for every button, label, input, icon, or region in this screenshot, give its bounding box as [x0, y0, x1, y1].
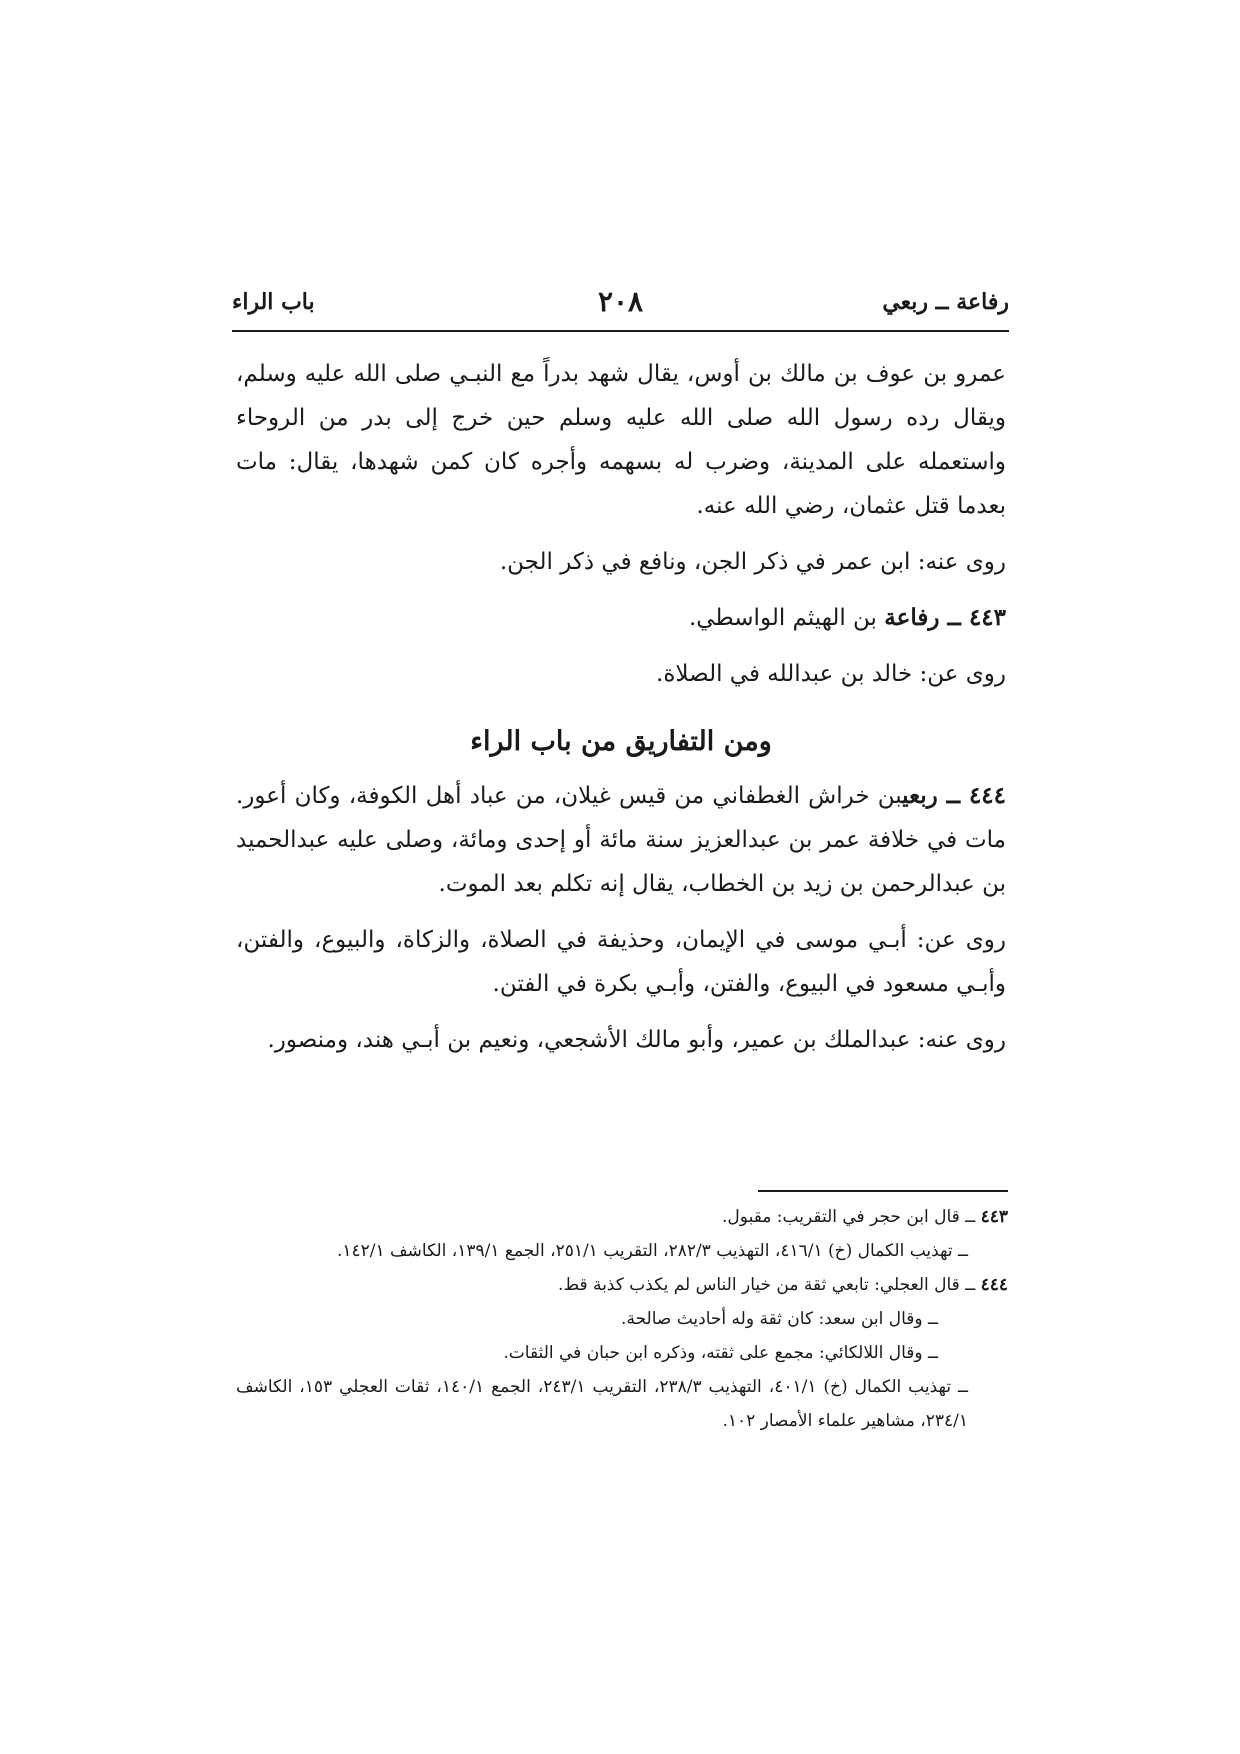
entry-442-continuation: عمرو بن عوف بن مالك بن أوس، يقال شهد بدراً مع النبـي صلى الله عليه وسلم، ويقال رده رسول الله صلى الله عليه وسلم حين خرج إلى بدر من الروحاء واستعمله على المدينة، وضرب له بسهمه وأجره كان كمن شهدها، يقال: مات بعدما قتل عثمان، رضي الله عنه. [236, 361, 1006, 519]
entry-443-heading [236, 596, 1006, 640]
footnote-444-line-1 [236, 1268, 1008, 1302]
footnote-444-text-1: قال العجلي: تابعي ثقة من خيار الناس لم يكذب كذبة قط. [557, 1275, 960, 1295]
footnote-443-line-2: ــ تهذيب الكمال (خ) ٤١٦/١، التهذيب ٢٨٢/٣، التقريب ٢٥١/١، الجمع ١٣٩/١، الكاشف ١٤٢/١. [336, 1241, 968, 1261]
entry-443-dash: ــ [939, 604, 969, 631]
entry-444-name: ربعي [902, 782, 938, 809]
footnote-444 [236, 1268, 1008, 1438]
footnote-443-dash: ــ [959, 1207, 981, 1227]
footnote-444-line-4: ــ تهذيب الكمال (خ) ٤٠١/١، التهذيب ٢٣٨/٣، التقريب ٢٤٣/١، الجمع ١٤٠/١، ثقات العجلي ١٥٣، الكاشف ٢٣٤/١، مشاهير علماء الأمصار ١٠٢. [236, 1377, 969, 1431]
footnote-divider [758, 1190, 1008, 1192]
footnote-444-line-2: ــ وقال ابن سعد: كان ثقة وله أحاديث صالحة. [621, 1309, 938, 1329]
entry-444-narrators: روى عنه: عبدالملك بن عمير، وأبو مالك الأشجعي، ونعيم بن أبـي هند، ومنصور. [267, 1027, 1006, 1053]
entry-444-biography: بن خراش الغطفاني من قيس غيلان، من عباد أهل الكوفة، وكان أعور. مات في خلافة عمر بن عبدالعزيز سنة مائة أو إحدى ومائة، وصلى عليه عبدالحميد بن عبدالرحمن بن زيد بن الخطاب، يقال إنه تكلم بعد الموت. [236, 783, 1006, 897]
entry-444-heading [236, 774, 1006, 906]
entry-442-narrators: روى عنه: ابن عمر في ذكر الجن، ونافع في ذكر الجن. [499, 549, 1006, 575]
header-divider [232, 330, 1009, 332]
footnote-443-text-1: قال ابن حجر في التقريب: مقبول. [722, 1207, 960, 1227]
header-chapter-title: باب الراء [232, 289, 315, 315]
header-entries-range: رفاعة ــ ربعي [882, 289, 1009, 315]
footnote-443-line-1 [236, 1200, 1008, 1234]
entry-444-dash: ــ [937, 782, 969, 809]
footnote-443-number: ٤٤٣ [980, 1207, 1008, 1227]
running-header [232, 282, 1009, 322]
section-title: ومن التفاريق من باب الراء [470, 726, 772, 757]
footnote-444-dash: ــ [959, 1275, 981, 1295]
entry-443-name: رفاعة [884, 604, 940, 631]
main-text [236, 352, 1006, 1062]
page-number: ٢٠٨ [597, 285, 644, 318]
entry-443-number: ٤٤٣ [968, 604, 1006, 631]
footnote-444-line-3: ــ وقال اللالكائي: مجمع على ثقته، وذكره ابن حبان في الثقات. [503, 1343, 938, 1363]
entry-443-lineage: بن الهيثم الواسطي. [688, 605, 885, 631]
footnote-443 [236, 1200, 1008, 1268]
footnote-444-number: ٤٤٤ [980, 1275, 1008, 1295]
footnotes [236, 1200, 1008, 1438]
entry-444-number: ٤٤٤ [968, 782, 1006, 809]
entry-443-narrates-from: روى عن: خالد بن عبدالله في الصلاة. [656, 661, 1006, 687]
entry-444-narrates-from: روى عن: أبـي موسى في الإيمان، وحذيفة في الصلاة، والزكاة، والبيوع، والفتن، وأبـي مسعود في البيوع، والفتن، وأبـي بكرة في الفتن. [236, 927, 1006, 997]
